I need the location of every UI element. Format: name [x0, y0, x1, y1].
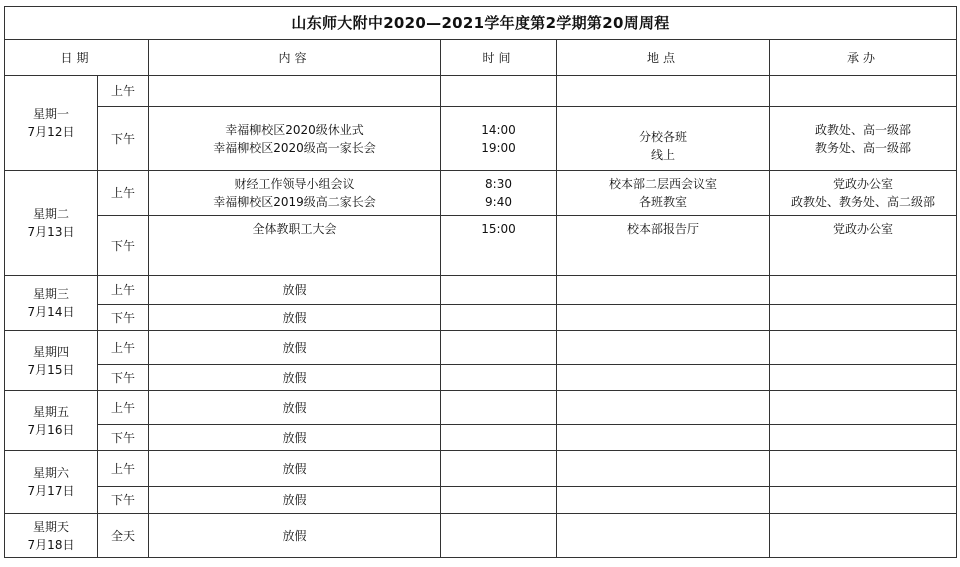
organizer-cell	[770, 391, 957, 425]
table-row	[5, 425, 957, 451]
half-day-label: 上午	[98, 76, 149, 107]
header-organizer: 承办	[770, 40, 957, 76]
organizer-cell	[770, 331, 957, 365]
day-cell	[5, 391, 98, 451]
content-line: 幸福柳校区2020级休业式	[225, 122, 364, 137]
organizer-line: 教务处、高一级部	[814, 140, 911, 155]
day-date: 7月14日	[27, 305, 75, 319]
title-row	[5, 7, 957, 40]
half-day-label: 下午	[98, 425, 149, 451]
time-line: 14:00	[481, 122, 516, 137]
place-cell: 校本部报告厅	[557, 216, 770, 276]
table-row	[5, 391, 957, 425]
table-row	[5, 305, 957, 331]
day-name: 星期二	[32, 207, 69, 221]
table-row	[5, 171, 957, 216]
header-time: 时间	[441, 40, 557, 76]
organizer-line: 党政办公室	[832, 177, 893, 191]
time-cell	[441, 107, 557, 171]
header-date: 日期	[5, 40, 149, 76]
place-line: 各班教室	[638, 195, 687, 209]
day-date: 7月17日	[27, 484, 75, 498]
day-date: 7月12日	[27, 125, 75, 139]
table-row	[5, 76, 957, 107]
time-cell	[441, 425, 557, 451]
place-line: 线上	[650, 147, 675, 162]
day-date: 7月13日	[27, 225, 75, 239]
content-cell	[149, 76, 441, 107]
half-day-label: 下午	[98, 365, 149, 391]
place-cell	[557, 171, 770, 216]
content-cell: 放假	[149, 365, 441, 391]
day-cell	[5, 171, 98, 276]
content-cell: 全体教职工大会	[149, 216, 441, 276]
organizer-cell	[770, 425, 957, 451]
half-day-label: 下午	[98, 487, 149, 514]
half-day-label: 下午	[98, 305, 149, 331]
day-cell	[5, 451, 98, 514]
content-cell	[149, 171, 441, 216]
schedule-title: 山东师大附中2020—2021学年度第2学期第20周周程	[5, 7, 957, 40]
organizer-line: 政教处、教务处、高二级部	[790, 195, 935, 209]
time-cell	[441, 365, 557, 391]
content-cell	[149, 107, 441, 171]
header-content: 内容	[149, 40, 441, 76]
time-line: 19:00	[481, 140, 516, 155]
day-cell	[5, 76, 98, 171]
time-cell	[441, 76, 557, 107]
organizer-cell	[770, 514, 957, 558]
table-row	[5, 216, 957, 276]
content-cell: 放假	[149, 276, 441, 305]
day-cell	[5, 276, 98, 331]
content-cell: 放假	[149, 425, 441, 451]
day-name: 星期三	[32, 287, 69, 301]
place-cell	[557, 76, 770, 107]
organizer-cell	[770, 451, 957, 487]
content-line: 幸福柳校区2020级高一家长会	[213, 140, 376, 155]
day-name: 星期六	[32, 466, 69, 480]
organizer-cell	[770, 76, 957, 107]
place-cell	[557, 451, 770, 487]
place-cell	[557, 425, 770, 451]
day-cell	[5, 514, 98, 558]
place-line: 校本部二层西会议室	[608, 177, 717, 191]
organizer-cell	[770, 171, 957, 216]
content-line: 幸福柳校区2019级高二家长会	[213, 195, 376, 209]
time-cell	[441, 171, 557, 216]
table-row	[5, 276, 957, 305]
table-row	[5, 514, 957, 558]
time-cell	[441, 276, 557, 305]
day-name: 星期一	[32, 107, 69, 121]
place-cell	[557, 487, 770, 514]
time-cell	[441, 451, 557, 487]
table-row	[5, 107, 957, 171]
day-name: 星期四	[32, 344, 69, 359]
time-cell	[441, 514, 557, 558]
half-day-label: 全天	[98, 514, 149, 558]
organizer-cell	[770, 276, 957, 305]
day-cell	[5, 331, 98, 391]
place-cell	[557, 305, 770, 331]
day-name: 星期五	[32, 404, 69, 419]
table-row	[5, 365, 957, 391]
organizer-cell	[770, 487, 957, 514]
time-cell	[441, 487, 557, 514]
half-day-label: 上午	[98, 276, 149, 305]
place-cell	[557, 331, 770, 365]
content-cell: 放假	[149, 305, 441, 331]
content-line: 财经工作领导小组会议	[234, 177, 355, 191]
place-cell	[557, 276, 770, 305]
content-cell: 放假	[149, 391, 441, 425]
table-row	[5, 487, 957, 514]
day-date: 7月15日	[27, 362, 75, 377]
table-row	[5, 451, 957, 487]
day-date: 7月18日	[27, 537, 75, 552]
half-day-label: 上午	[98, 171, 149, 216]
half-day-label: 下午	[98, 107, 149, 171]
content-cell: 放假	[149, 514, 441, 558]
schedule-table	[4, 6, 957, 558]
half-day-label: 上午	[98, 451, 149, 487]
content-cell: 放假	[149, 487, 441, 514]
organizer-cell	[770, 365, 957, 391]
place-cell	[557, 107, 770, 171]
time-line: 9:40	[485, 195, 512, 209]
content-cell: 放假	[149, 331, 441, 365]
place-cell	[557, 365, 770, 391]
half-day-label: 上午	[98, 331, 149, 365]
organizer-line: 政教处、高一级部	[814, 122, 911, 137]
time-cell	[441, 331, 557, 365]
place-line: 分校各班	[638, 129, 687, 144]
header-row	[5, 40, 957, 76]
time-cell	[441, 305, 557, 331]
place-cell	[557, 514, 770, 558]
organizer-cell: 党政办公室	[770, 216, 957, 276]
content-cell: 放假	[149, 451, 441, 487]
time-line: 8:30	[485, 177, 512, 191]
organizer-cell	[770, 305, 957, 331]
table-row	[5, 331, 957, 365]
place-cell	[557, 391, 770, 425]
header-place: 地点	[557, 40, 770, 76]
day-name: 星期天	[32, 519, 69, 534]
half-day-label: 上午	[98, 391, 149, 425]
time-cell	[441, 391, 557, 425]
organizer-cell	[770, 107, 957, 171]
half-day-label: 下午	[98, 216, 149, 276]
day-date: 7月16日	[27, 422, 75, 437]
time-cell: 15:00	[441, 216, 557, 276]
